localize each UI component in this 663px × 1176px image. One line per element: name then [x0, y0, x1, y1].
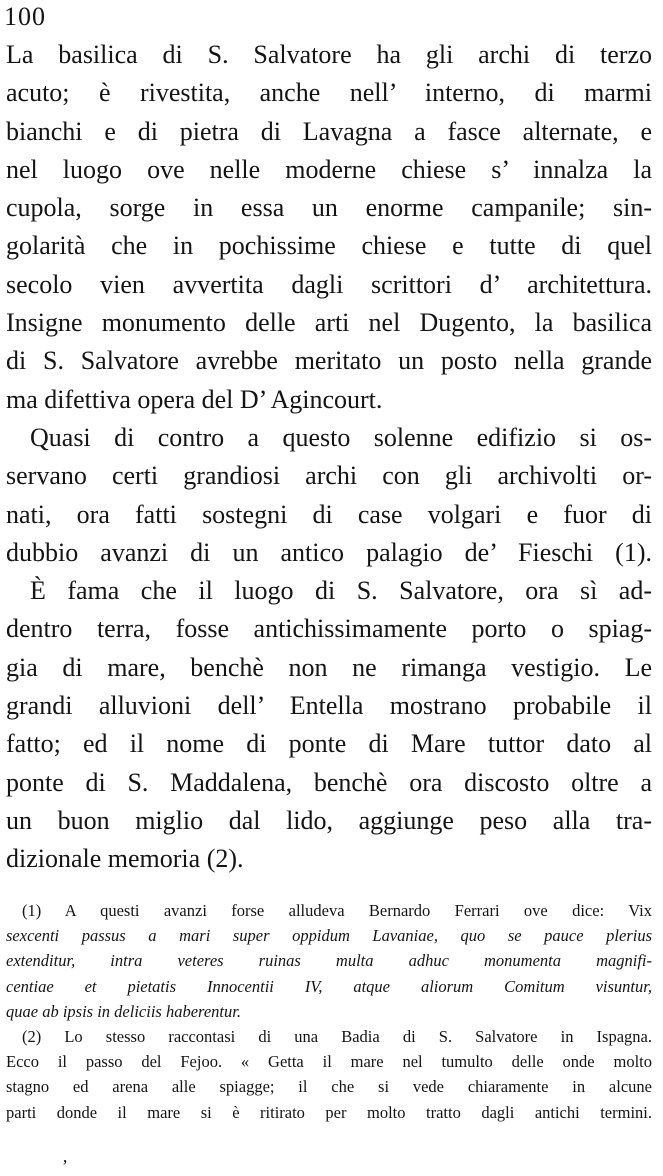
text-line: nati, ora fatti sostegni di case volgari e fuor di: [6, 499, 652, 529]
stray-ink-mark: ‚: [62, 1146, 68, 1166]
text-line: nel luogo ove nelle moderne chiese s’ innalza la: [6, 154, 652, 184]
text-line: un buon miglio dal lido, aggiunge peso alla tra-: [6, 805, 652, 835]
footnote-line: quae ab ipsis in deliciis haberentur.: [6, 1001, 241, 1021]
text-line: servano certi grandiosi archi con gli archivolti or-: [6, 461, 652, 491]
text-line: golarità che in pochissime chiese e tutte di quel: [6, 231, 652, 261]
text-line: ponte di S. Maddalena, benchè ora discosto oltre a: [6, 767, 652, 797]
text-line: ma difettiva opera del D’ Agincourt.: [6, 384, 383, 414]
footnote-line: (1) A questi avanzi forse alludeva Bernardo Ferrari ove dice: Vix: [22, 901, 652, 920]
text-line: La basilica di S. Salvatore ha gli archi di terzo: [6, 40, 652, 69]
text-line: fatto; ed il nome di ponte di Mare tuttor dato al: [6, 729, 652, 759]
footnote-line: stagno ed arena alle spiagge; il che si vede chiaramente in alcune: [6, 1077, 652, 1097]
text-line: Quasi di contro a questo solenne edifizio si os-: [30, 422, 652, 452]
text-line: dentro terra, fosse antichissimamente porto o spiag-: [6, 614, 652, 644]
text-line: Insigne monumento delle arti nel Dugento, la basilica: [6, 308, 652, 338]
text-line: dubbio avanzi di un antico palagio de’ Fieschi (1).: [6, 537, 652, 567]
text-line: È fama che il luogo di S. Salvatore, ora sì ad-: [30, 576, 652, 606]
text-line: secolo vien avvertita dagli scrittori d’ architettura.: [6, 269, 652, 299]
footnote-line: (2) Lo stesso raccontasi di una Badia di S. Salvatore in Ispagna.: [22, 1026, 652, 1046]
text-line: gia di mare, benchè non ne rimanga vestigio. Le: [6, 652, 652, 682]
footnote-line: Ecco il passo del Fejoo. « Getta il mare nel tumulto delle onde molto: [6, 1052, 652, 1072]
main-text: [6, 36, 652, 879]
footnote-line: extenditur, intra veteres ruinas multa adhuc monumenta magnifi-: [6, 951, 652, 971]
footnote-line: sexcenti passus a mari super oppidum Lavaniae, quo se pauce plerius: [6, 926, 652, 946]
footnote-line: centiae et pietatis Innocentii IV, atque aliorum Comitum visuntur,: [6, 976, 652, 996]
text-line: dizionale memoria (2).: [6, 844, 244, 874]
footnote-line: parti donde il mare si è ritirato per molto tratto dagli antichi termini.: [6, 1102, 652, 1122]
text-line: bianchi e di pietra di Lavagna a fasce alternate, e: [6, 116, 652, 146]
text-line: acuto; è rivestita, anche nell’ interno, di marmi: [6, 78, 652, 108]
text-line: grandi alluvioni dell’ Entella mostrano probabile il: [6, 691, 652, 721]
footnotes: [6, 898, 652, 1125]
text-line: cupola, sorge in essa un enorme campanile; sin-: [6, 193, 652, 223]
page-number: 100: [4, 2, 46, 31]
text-line: di S. Salvatore avrebbe meritato un posto nella grande: [6, 346, 652, 376]
